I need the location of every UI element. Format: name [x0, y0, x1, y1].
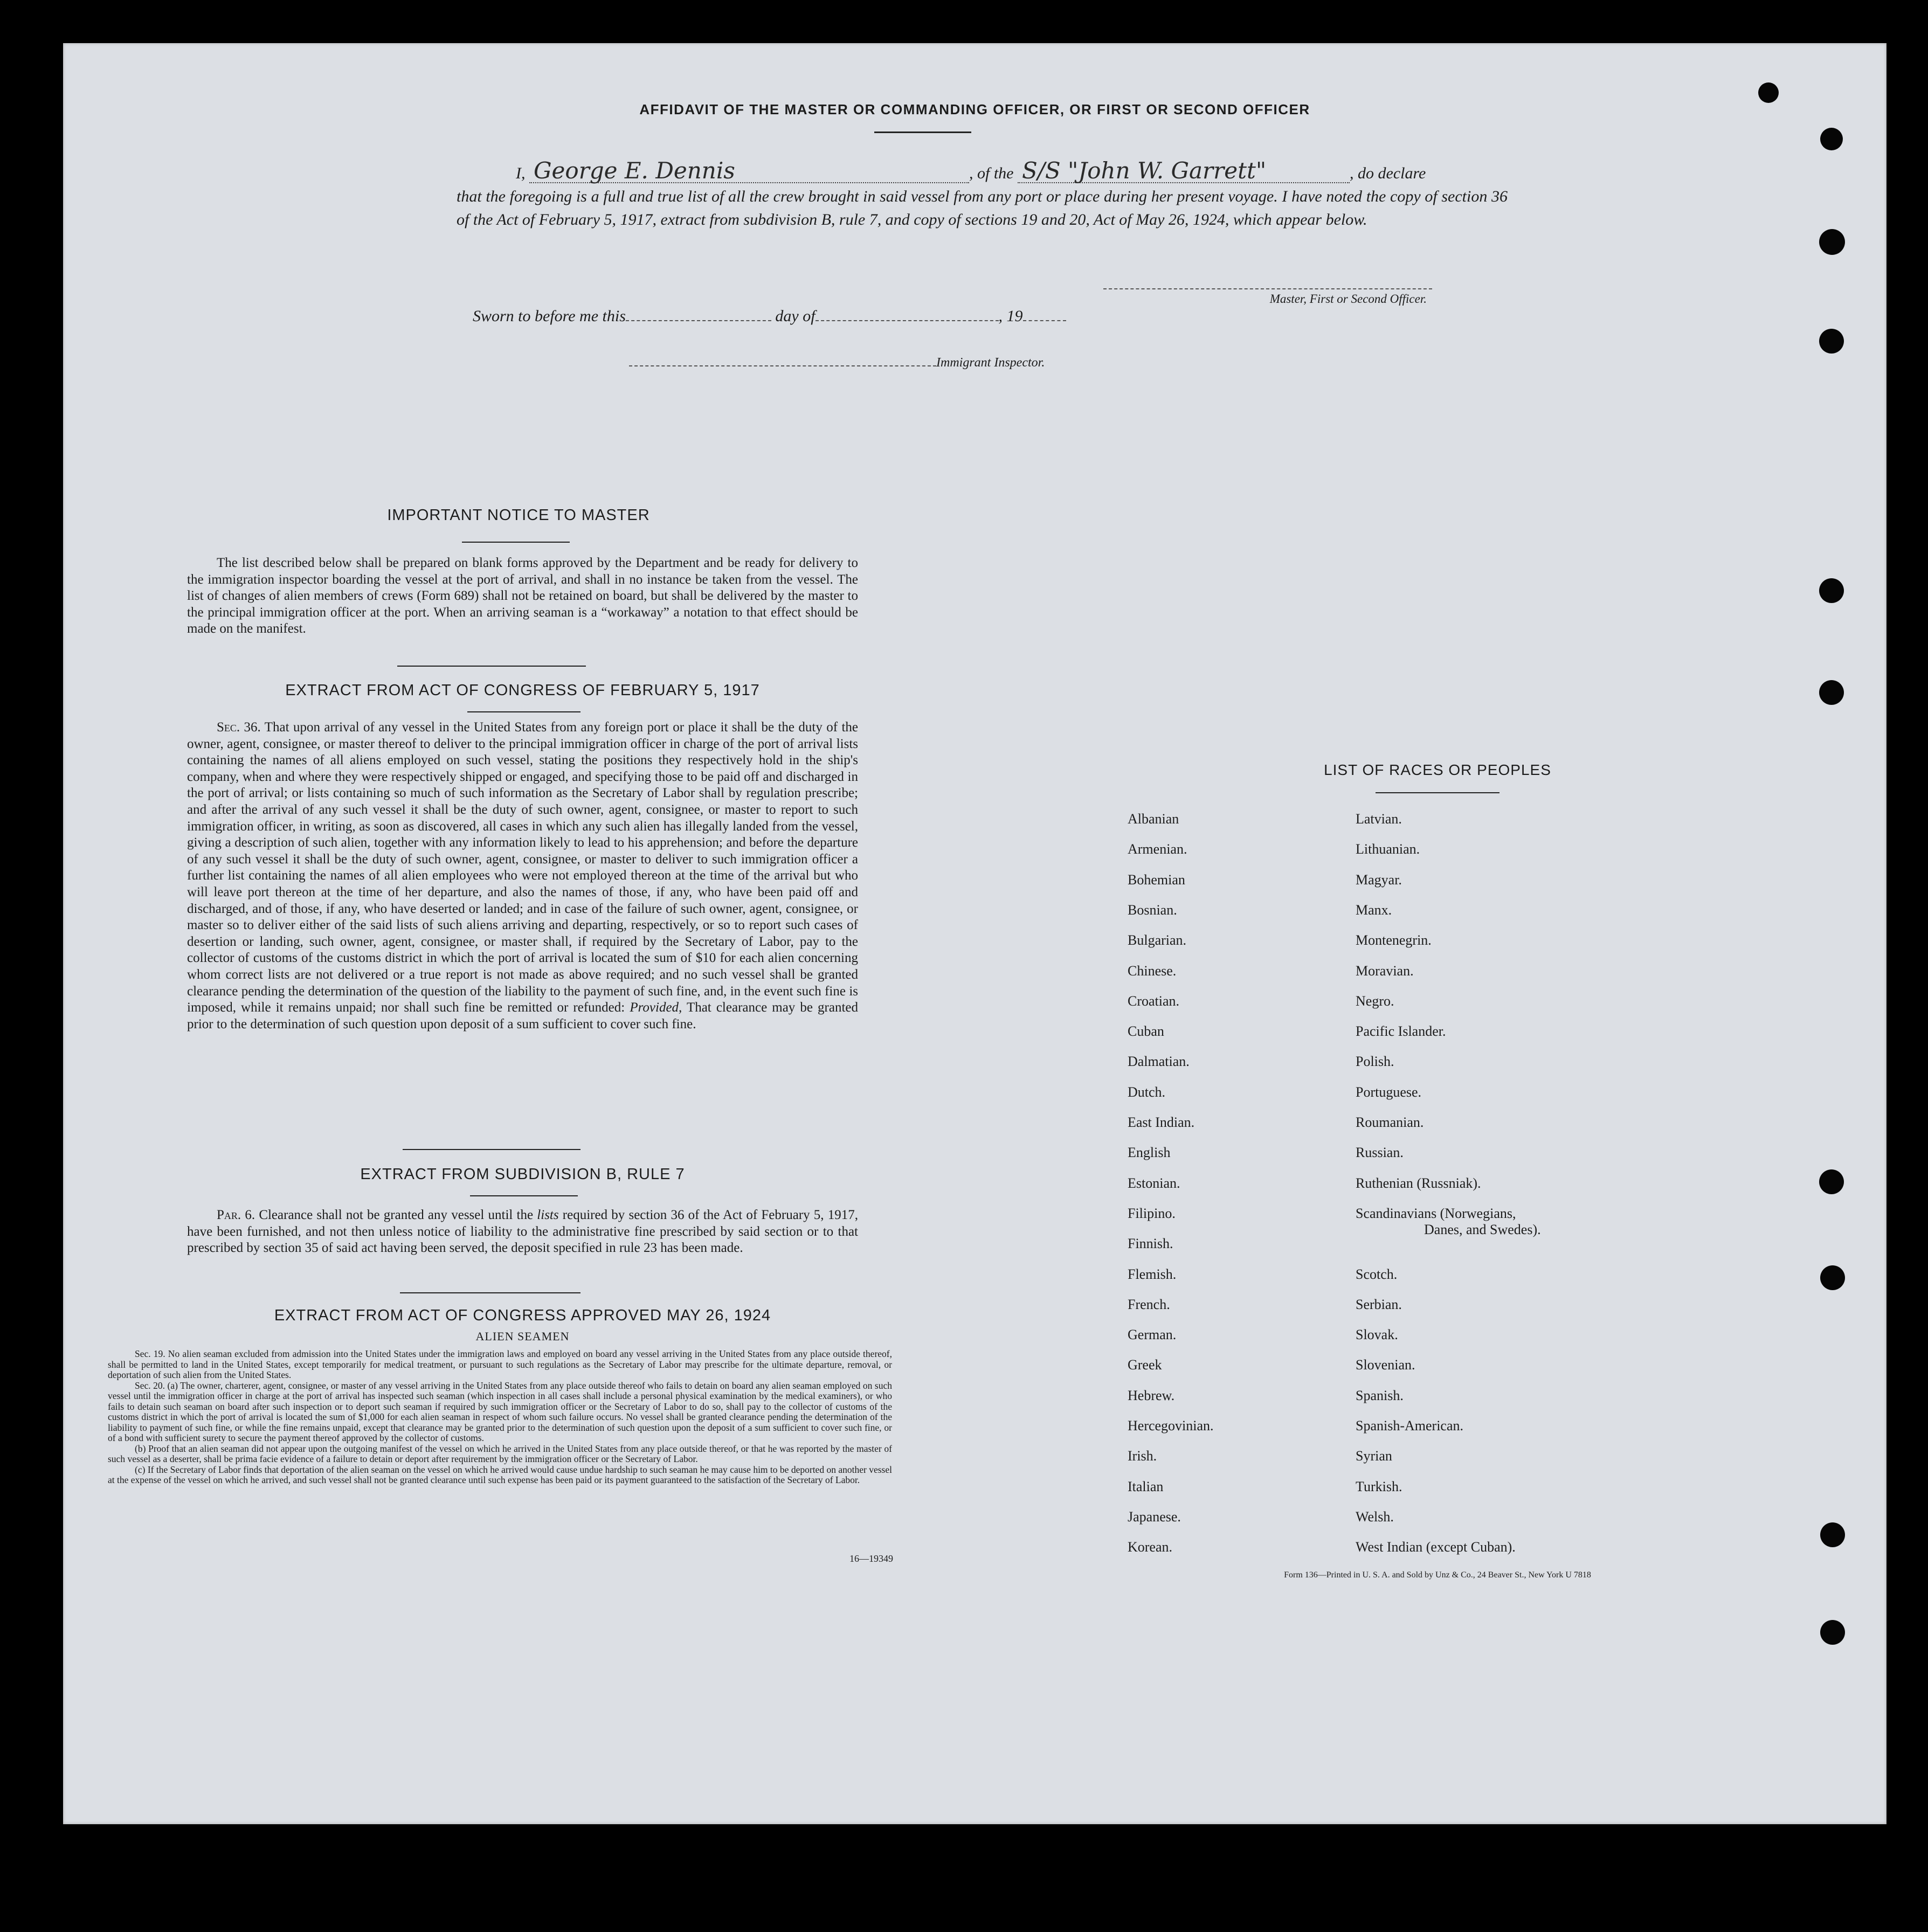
race-entry: Albanian [1128, 811, 1179, 827]
race-entry: Hebrew. [1128, 1387, 1175, 1403]
binder-hole [1819, 229, 1845, 255]
race-entry: Slovak. [1356, 1327, 1398, 1343]
race-entry: Slovenian. [1356, 1357, 1415, 1373]
form-number: 16—19349 [849, 1553, 893, 1564]
affidavit-title: AFFIDAVIT OF THE MASTER OR COMMANDING OFFICER, OR FIRST OR SECOND OFFICER [639, 101, 1310, 117]
race-entry: West Indian (except Cuban). [1356, 1539, 1516, 1555]
binder-hole [1819, 680, 1844, 705]
race-entry: Scotch. [1356, 1266, 1398, 1282]
race-entry: Roumanian. [1356, 1114, 1424, 1130]
races-list [63, 43, 1886, 1824]
race-entry: Bosnian. [1128, 902, 1177, 918]
sworn-day-label: day of [775, 307, 816, 325]
binder-hole [1820, 1522, 1845, 1547]
rule7-lists: lists [537, 1208, 559, 1222]
rule7-body-a: Clearance shall not be granted any vessel until the [259, 1208, 534, 1222]
race-entry: Pacific Islander. [1356, 1023, 1446, 1040]
races-title: LIST OF RACES OR PEOPLES [1324, 761, 1551, 778]
race-entry: Korean. [1128, 1539, 1173, 1555]
race-entry: Irish. [1128, 1448, 1157, 1464]
race-entry: Russian. [1356, 1145, 1404, 1161]
race-entry: Chinese. [1128, 962, 1177, 979]
master-name-handwritten: George E. Dennis [529, 159, 969, 183]
notice-title: IMPORTANT NOTICE TO MASTER [387, 507, 650, 524]
race-entry: Welsh. [1356, 1508, 1394, 1525]
race-entry: Spanish. [1356, 1387, 1404, 1403]
act1924-subtitle: ALIEN SEAMEN [475, 1329, 570, 1343]
race-entry: Filipino. [1128, 1205, 1176, 1221]
race-entry: Hercegovinian. [1128, 1418, 1214, 1434]
binder-hole [1820, 1620, 1845, 1645]
sworn-prefix: Sworn to before me this [473, 307, 626, 325]
i-prefix: I, [516, 164, 526, 182]
of-the-label: , of the [969, 164, 1014, 182]
race-entry: Bulgarian. [1128, 932, 1187, 948]
race-entry: Manx. [1356, 902, 1392, 918]
race-entry: Flemish. [1128, 1266, 1177, 1282]
race-entry: Italian [1128, 1478, 1164, 1494]
race-entry-continuation: Danes, and Swedes). [1424, 1222, 1541, 1237]
act1917-body: That upon arrival of any vessel in the United States from any foreign port or place it shall be the duty of the owner, agent, consignee, or master thereof to deliver to the principal immigration officer in charge of the port of arrival lists containing the names of all aliens employed on such vessel, stating the positions they respectively hold in the ship's company, when and where they were respectively shipped or engaged, and specifying those to be paid off and discharged in the port of arrival; or lists containing so much of such information as the Secretary of Labor shall by regulation prescribe; and after the arrival of any such vessel it shall be the duty of such owner, agent, consignee, or master to report to such immigration officer, in writing, as soon as discovered, all cases in which any such alien has illegally landed from the vessel, giving a description of such alien, together with any information likely to lead to his apprehension; and before the departure of any such vessel it shall be the duty of such owner, agent, consignee, or master to deliver to such immigration officer a further list containing the names of all alien employees who were not employed thereon at the time of the arrival but who will leave port thereon at the time of her departure, and also the names of those, if any, who have been paid off and discharged, and of those, if any, who have deserted or landed; and in case of the failure of such owner, agent, consignee, or master so to deliver either of the said lists of such aliens arriving and departing, respectively, or so to report such cases of desertion or landing, such owner, agent, consignee, or master shall, if required by the Secretary of Labor, pay to the collector of customs of the customs district in which the port of arrival is located the sum of $10 for each alien concerning whom correct lists are not delivered or a true report is not made as above required; and no such vessel shall be granted clearance pending the determination of the question of the liability to the payment of such fine, and, in the event such fine is imposed, while it remains unpaid; nor shall such fine be remitted or refunded: [187, 720, 859, 1015]
race-entry: Spanish-American. [1356, 1418, 1464, 1434]
document-page [63, 43, 1886, 1824]
binder-hole [1820, 1265, 1845, 1290]
binder-hole [1819, 578, 1844, 603]
race-entry: Syrian [1356, 1448, 1392, 1464]
act1917-body-end: That clearance may be granted prior to the determination of such question upon deposit of a sum sufficient to cover such fine. [187, 1000, 859, 1031]
race-entry: Moravian. [1356, 962, 1414, 979]
race-entry: Ruthenian (Russniak). [1356, 1175, 1481, 1191]
vessel-name-handwritten: S/S "John W. Garrett" [1018, 159, 1350, 183]
do-declare-label: , do declare [1350, 164, 1426, 182]
race-entry: Bohemian [1128, 871, 1185, 888]
act1917-section: Sec. 36. [217, 720, 261, 735]
act1924-title: EXTRACT FROM ACT OF CONGRESS APPROVED MAY 26, 1924 [274, 1307, 771, 1324]
race-entry: Negro. [1356, 993, 1394, 1009]
rule7-title: EXTRACT FROM SUBDIVISION B, RULE 7 [360, 1166, 685, 1183]
rule7-body-b: required by section 36 of the Act of February 5, 1917, have been furnished, and not then unless notice of liability to the administrative fine prescribed by said section or to that prescribed by section 35 of said act having been served, the deposit specified in rule 23 has been made. [187, 1208, 859, 1256]
race-entry: Serbian. [1356, 1296, 1402, 1312]
race-entry: Montenegrin. [1356, 932, 1432, 948]
race-entry: East Indian. [1128, 1114, 1195, 1130]
inspector-label: Immigrant Inspector. [936, 356, 1045, 370]
race-entry: Polish. [1356, 1054, 1394, 1070]
act1924-paragraph: (c) If the Secretary of Labor finds that deportation of the alien seaman on the vessel on which he arrived would cause undue hardship to such seaman he may cause him to be deported on another vessel at the expense of the vessel on which he arrived, and such vessel shall not be granted clearance until such expense has been paid or its payment guaranteed to the satisfaction of the Secretary of Labor. [108, 1464, 892, 1485]
act1917-provided: Provided, [630, 1000, 682, 1015]
act1924-paragraph: Sec. 20. (a) The owner, charterer, agent, consignee, or master of any vessel arriving in the United States from any place outside thereof who fails to detain on board any alien seaman employed on such vessel until the immigration officer in charge at the port of arrival has inspected such seaman (which inspection in all cases shall include a personal physical examination by the medical examiners), or who fails to detain such seaman on board after such inspection or to deport such seaman if required by such immigration officer or the Secretary of Labor to do so, shall pay to the collector of customs of the customs district in which the port of arrival is located the sum of $1,000 for each alien seaman in respect of whom such failure occurs. No vessel shall be granted clearance pending the determination of the liability to payment of such fine, or while the fine remains unpaid, except that clearance may be granted prior to the determination of such question upon the deposit of a sum sufficient to cover such fine, or of a bond with sufficient surety to secure the payment thereof approved by the collector of customs. [108, 1380, 892, 1443]
race-entry: Magyar. [1356, 871, 1402, 888]
race-entry: Japanese. [1128, 1508, 1181, 1525]
race-entry: Lithuanian. [1356, 841, 1420, 857]
signature-label: Master, First or Second Officer. [1269, 292, 1427, 306]
race-entry: Finnish. [1128, 1236, 1173, 1252]
race-entry: French. [1128, 1296, 1170, 1312]
race-entry: Estonian. [1128, 1175, 1180, 1191]
binder-hole [1819, 329, 1844, 354]
act1917-title: EXTRACT FROM ACT OF CONGRESS OF FEBRUARY 5, 1917 [285, 682, 760, 699]
act1924-paragraph: (b) Proof that an alien seaman did not appear upon the outgoing manifest of the vessel on which he arrived in the United States from any place outside thereof, or that he was reported by the master of such vessel as a deserter, shall be prima facie evidence of a failure to detain or deport after requirement by the immigration officer or the Secretary of Labor. [108, 1443, 892, 1464]
race-entry: Scandinavians (Norwegians, [1356, 1205, 1516, 1221]
race-entry: Greek [1128, 1357, 1162, 1373]
notice-text: The list described below shall be prepared on blank forms approved by the Department and be ready for delivery to the immigration inspector boarding the vessel at the port of arrival, and shall in no instance be taken from the vessel. The list of changes of alien members of crews (Form 689) shall not be retained on board, but shall be delivered by the master to the principal immigration officer at the port. When an arriving seaman is a “workaway” a notation to that effect should be made on the manifest. [187, 556, 858, 636]
sworn-year-label: , 19 [998, 307, 1023, 325]
race-entry: Portuguese. [1356, 1084, 1422, 1100]
binder-hole [1820, 128, 1843, 150]
act1924-paragraph: Sec. 19. No alien seaman excluded from admission into the United States under the immigration laws and employed on board any vessel arriving in the United States from any place outside thereof, shall be permitted to land in the United States, except temporarily for medical treatment, or pursuant to such regulations as the Secretary of Labor may prescribe for the ultimate departure, removal, or deportation of such alien from the United States. [108, 1348, 892, 1380]
race-entry: Armenian. [1128, 841, 1187, 857]
race-entry: Dutch. [1128, 1084, 1166, 1100]
race-entry: English [1128, 1145, 1171, 1161]
race-entry: Dalmatian. [1128, 1054, 1190, 1070]
race-entry: Turkish. [1356, 1478, 1402, 1494]
rule7-paragraph: Par. 6. [217, 1208, 255, 1222]
race-entry: Cuban [1128, 1023, 1164, 1040]
race-entry: German. [1128, 1327, 1177, 1343]
binder-hole [1758, 82, 1779, 103]
declaration-text: that the foregoing is a full and true list of all the crew brought in said vessel from any port or place during her present voyage. I have noted the copy of section 36 of the Act of February 5, 1917, extract from subdivision B, rule 7, and copy of sections 19 and 20, Act of May 26, 1924, which appear below. [457, 188, 1508, 228]
race-entry: Croatian. [1128, 993, 1180, 1009]
race-entry: Latvian. [1356, 811, 1402, 827]
binder-hole [1819, 1169, 1844, 1194]
printer-footer: Form 136—Printed in U. S. A. and Sold by Unz & Co., 24 Beaver St., New York U 7818 [1284, 1570, 1591, 1580]
